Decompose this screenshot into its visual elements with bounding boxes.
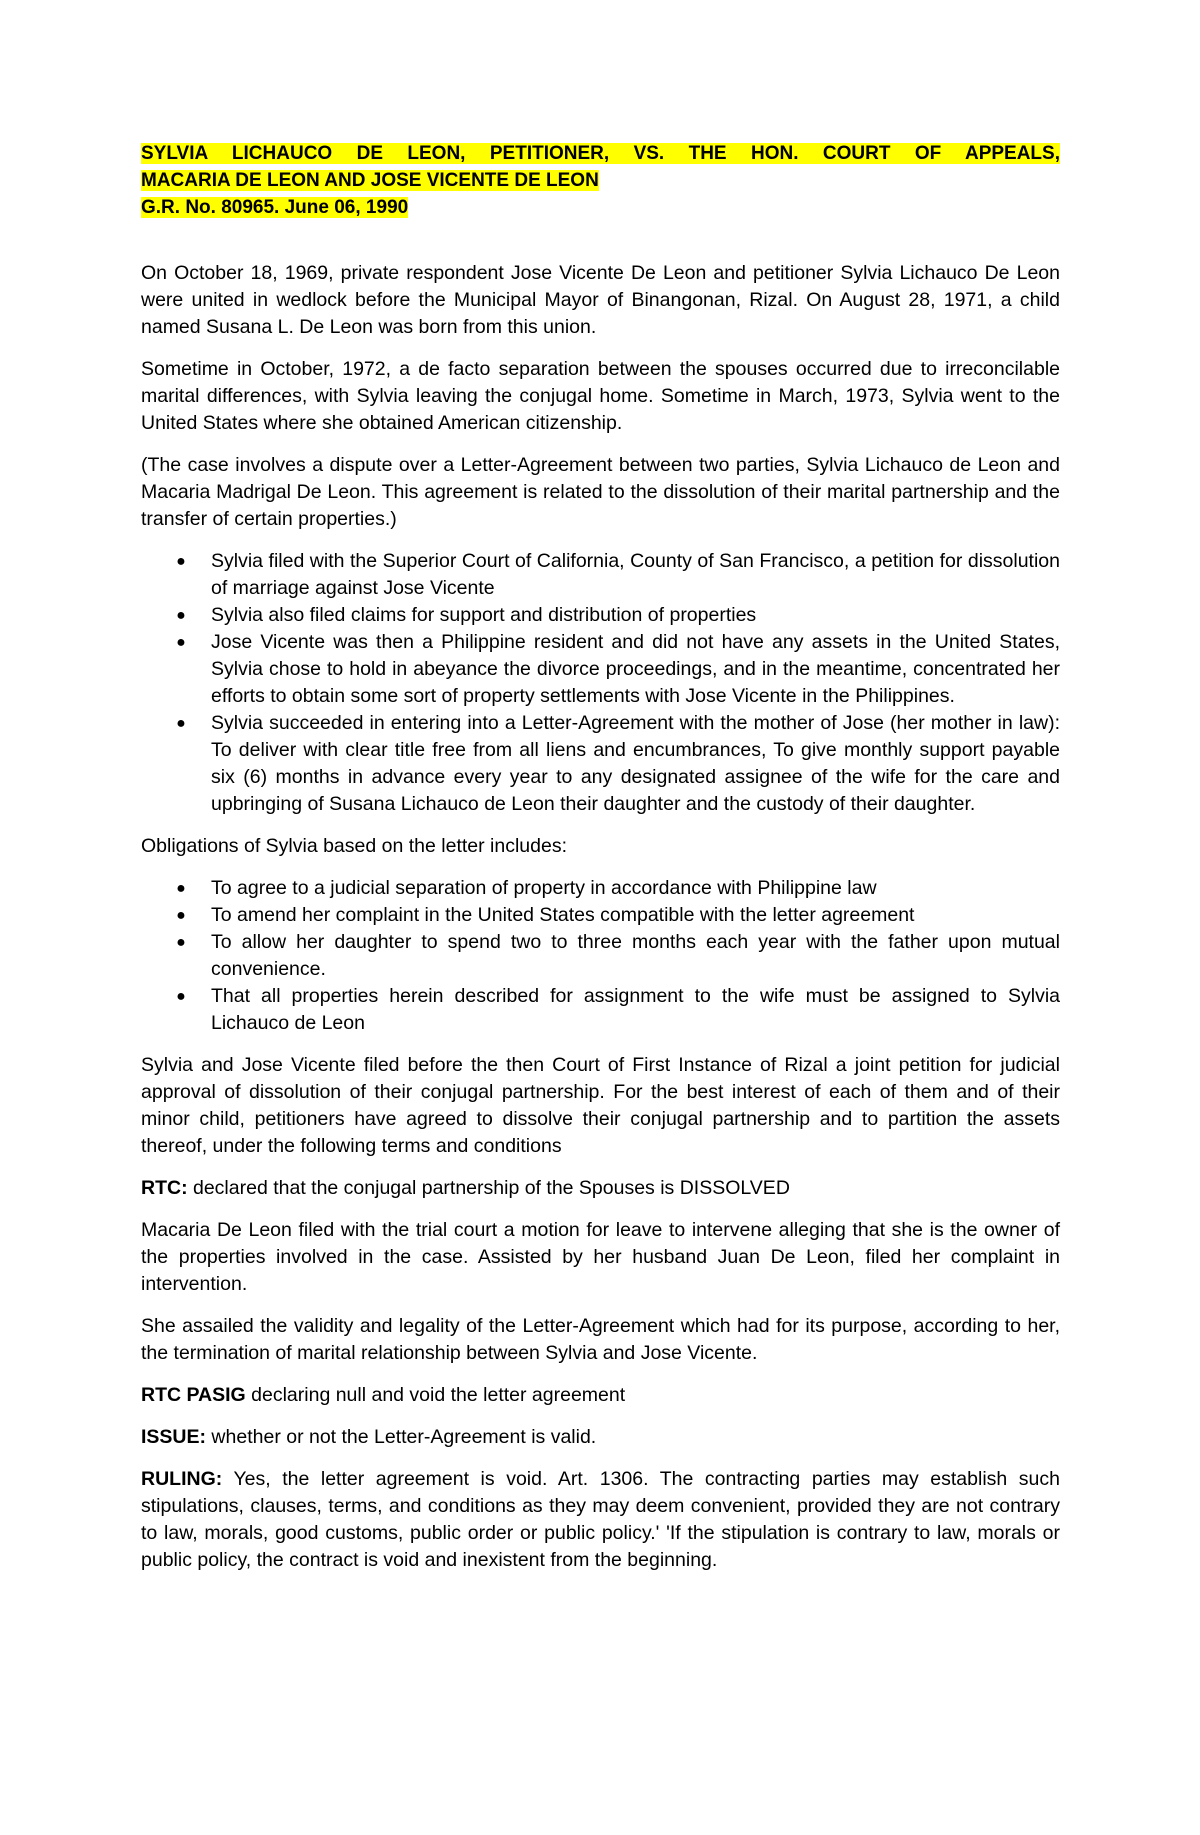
- case-citation: G.R. No. 80965. June 06, 1990: [141, 197, 409, 218]
- rtc-label: RTC:: [141, 1177, 188, 1199]
- bullet-icon: ●: [176, 715, 186, 732]
- list-item: ● To agree to a judicial separation of property in accordance with Philippine law: [211, 875, 1060, 902]
- paragraph-assailed-validity: She assailed the validity and legality of the Letter-Agreement which had for its purpose, according to her, the termination of marital relationship between Sylvia and Jose Vicente.: [141, 1315, 1060, 1364]
- bullet-icon: ●: [176, 607, 186, 624]
- paragraph-facts-separation: Sometime in October, 1972, a de facto separation between the spouses occurred due to irreconcilable marital differences, with Sylvia leaving the conjugal home. Sometime in March, 1973, Sylvia went to the United States where she obtained American citizenship.: [141, 358, 1060, 434]
- paragraph-intervention: Macaria De Leon filed with the trial court a motion for leave to intervene alleging that she is the owner of the properties involved in the case. Assisted by her husband Juan De Leon, filed her complaint in intervention.: [141, 1219, 1060, 1295]
- case-title-line-2: MACARIA DE LEON AND JOSE VICENTE DE LEON: [141, 170, 599, 191]
- paragraph-joint-petition: Sylvia and Jose Vicente filed before the then Court of First Instance of Rizal a joint petition for judicial approval of dissolution of their conjugal partnership. For the best interest of each of them and of their minor child, petitioners have agreed to dissolve their conjugal partnership and to partition the assets thereof, under the following terms and conditions: [141, 1054, 1060, 1157]
- list-item: ● That all properties herein described for assignment to the wife must be assigned to Sylvia Lichauco de Leon: [211, 983, 1060, 1037]
- paragraph-obligations-intro: Obligations of Sylvia based on the letter includes:: [141, 835, 568, 857]
- paragraph-issue: ISSUE: whether or not the Letter-Agreement is valid.: [141, 1426, 597, 1448]
- paragraph-ruling: RULING: Yes, the letter agreement is void. Art. 1306. The contracting parties may establish such stipulations, clauses, terms, and conditions as they may deem convenient, provided they are not contrary to law, morals, good customs, public order or public policy.' 'If the stipulation is contrary to law, morals or public policy, the contract is void and inexistent from the beginning.: [141, 1468, 1060, 1571]
- bullet-icon: ●: [176, 934, 186, 951]
- document-page: [141, 140, 1060, 1589]
- bullet-icon: ●: [176, 988, 186, 1005]
- paragraph-rtc: RTC: declared that the conjugal partnership of the Spouses is DISSOLVED: [141, 1177, 790, 1199]
- case-header: [141, 140, 1060, 221]
- list-item: ● Sylvia succeeded in entering into a Letter-Agreement with the mother of Jose (her mother in law): To deliver with clear title free from all liens and encumbrances, To give monthly support payable six (6) months in advance every year to any designated assignee of the wife for the care and upbringing of Susana Lichauco de Leon their daughter and the custody of their daughter.: [211, 710, 1060, 818]
- bullet-icon: ●: [176, 907, 186, 924]
- list-item: ● To allow her daughter to spend two to three months each year with the father upon mutual convenience.: [211, 929, 1060, 983]
- case-title-line-1: SYLVIA LICHAUCO DE LEON, PETITIONER, VS. THE HON. COURT OF APPEALS,: [141, 143, 1060, 164]
- list-item: ● Sylvia also filed claims for support and distribution of properties: [211, 602, 1060, 629]
- list-item: ● To amend her complaint in the United States compatible with the letter agreement: [211, 902, 1060, 929]
- list-item: ● Jose Vicente was then a Philippine resident and did not have any assets in the United States, Sylvia chose to hold in abeyance the divorce proceedings, and in the meantime, concentrated her efforts to obtain some sort of property settlements with Jose Vicente in the Philippines.: [211, 629, 1060, 710]
- rtc-pasig-label: RTC PASIG: [141, 1384, 246, 1406]
- paragraph-facts-marriage: On October 18, 1969, private respondent Jose Vicente De Leon and petitioner Sylvia Lichauco De Leon were united in wedlock before the Municipal Mayor of Binangonan, Rizal. On August 28, 1971, a child named Susana L. De Leon was born from this union.: [141, 262, 1060, 338]
- bullet-icon: ●: [176, 634, 186, 651]
- bullet-icon: ●: [176, 880, 186, 897]
- paragraph-case-summary: (The case involves a dispute over a Letter-Agreement between two parties, Sylvia Lichauco de Leon and Macaria Madrigal De Leon. This agreement is related to the dissolution of their marital partnership and the transfer of certain properties.): [141, 454, 1060, 530]
- paragraph-rtc-pasig: RTC PASIG declaring null and void the letter agreement: [141, 1384, 626, 1406]
- bullet-icon: ●: [176, 553, 186, 570]
- facts-bullet-list: [141, 548, 1060, 818]
- list-item: ● Sylvia filed with the Superior Court of California, County of San Francisco, a petition for dissolution of marriage against Jose Vicente: [211, 548, 1060, 602]
- obligations-bullet-list: [141, 875, 1060, 1037]
- issue-label: ISSUE:: [141, 1426, 207, 1448]
- ruling-label: RULING:: [141, 1468, 223, 1490]
